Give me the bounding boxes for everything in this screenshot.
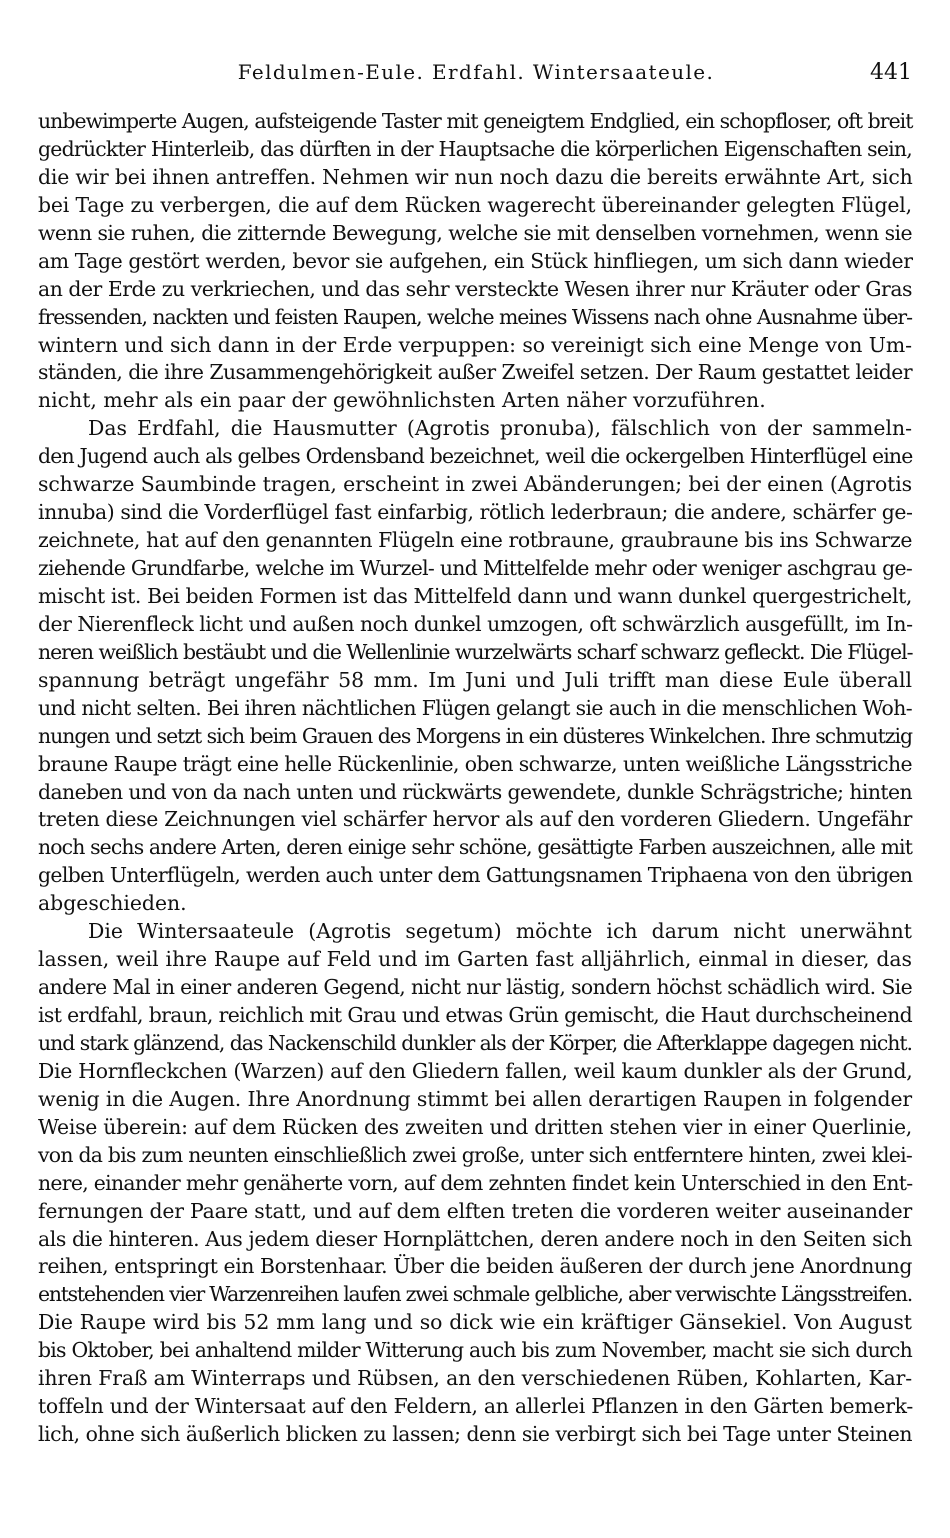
paragraph-3 xyxy=(38,918,912,1449)
text-line: bei Tage zu verbergen, die auf dem Rücken wagerecht übereinander gelegten Flügel, xyxy=(38,192,912,217)
text-line: noch sechs andere Arten, deren einige sehr schöne, gesättigte Farben auszeichnen, alle mit xyxy=(38,835,913,860)
text-line: der Nierenfleck licht und außen noch dunkel umzogen, oft schwärzlich ausgefüllt, im In- xyxy=(38,611,913,636)
text-line: treten diese Zeichnungen viel schärfer hervor als auf den vorderen Gliedern. Ungefähr xyxy=(38,807,912,832)
text-line: und stark glänzend, das Nackenschild dunkler als der Körper, die Afterklappe dagegen nicht. xyxy=(38,1030,913,1055)
text-line: ihren Fraß am Winterraps und Rübsen, an den verschiedenen Rüben, Kohlarten, Kar- xyxy=(38,1366,912,1391)
text-line: ist erdfahl, braun, reichlich mit Grau und etwas Grün gemischt, die Haut durchscheinend xyxy=(38,1003,913,1027)
text-line: innuba) sind die Vorderflügel fast einfarbig, rötlich lederbraun; die andere, schärfer ge- xyxy=(38,500,913,525)
text-line: schwarze Saumbinde tragen, erscheint in zwei Abänderungen; bei der einen (Agrotis xyxy=(38,472,913,497)
text-line: ziehende Grundfarbe, welche im Wurzel- und Mittelfelde mehr oder weniger aschgrau ge- xyxy=(38,556,913,580)
text-line: Die Wintersaateule (Agrotis segetum) möchte ich darum nicht unerwähnt xyxy=(88,919,912,944)
text-line: nere, einander mehr genäherte vorn, auf dem zehnten findet kein Unterschied in den Ent- xyxy=(38,1170,913,1195)
text-line: als die hinteren. Aus jedem dieser Hornplättchen, deren andere noch in den Seiten sich xyxy=(38,1226,913,1251)
text-line: an der Erde zu verkriechen, und das sehr versteckte Wesen ihrer nur Kräuter oder Gras xyxy=(38,276,913,301)
text-line: Die Raupe wird bis 52 mm lang und so dick wie ein kräftiger Gänsekiel. Von August xyxy=(38,1310,912,1335)
text-line: von da bis zum neunten einschließlich zwei große, unter sich entferntere hinten, zwei klei- xyxy=(38,1142,913,1167)
text-line: abgeschieden. xyxy=(38,891,187,916)
paragraph-1 xyxy=(38,108,912,415)
running-title: Feldulmen-Eule. Erdfahl. Wintersaateule. xyxy=(237,60,715,84)
text-line: wintern und sich dann in der Erde verpuppen: so vereinigt sich eine Menge von Um- xyxy=(38,332,912,357)
text-line: am Tage gestört werden, bevor sie aufgehen, ein Stück hinfliegen, um sich dann wieder xyxy=(38,248,913,273)
text-line: andere Mal in einer anderen Gegend, nicht nur lästig, sondern höchst schädlich wird. Sie xyxy=(38,975,913,1000)
text-line: die wir bei ihnen antreffen. Nehmen wir nun noch dazu die bereits erwähnte Art, sich xyxy=(38,164,913,189)
text-line: Weise überein: auf dem Rücken des zweiten und dritten stehen vier in einer Querlinie, xyxy=(38,1114,912,1139)
text-line: reihen, entspringt ein Borstenhaar. Über die beiden äußeren der durch jene Anordnung xyxy=(38,1254,912,1279)
text-line: nungen und setzt sich beim Grauen des Morgens in ein düsteres Winkelchen. Ihre schmutzig xyxy=(38,723,913,748)
text-line: fressenden, nackten und feisten Raupen, welche meines Wissens nach ohne Ausnahme über- xyxy=(38,304,913,329)
text-line: toffeln und der Wintersaat auf den Feldern, an allerlei Pflanzen in den Gärten bemerk- xyxy=(38,1394,914,1419)
paragraph-2 xyxy=(38,415,912,918)
text-line: zeichnete, hat auf den genannten Flügeln eine rotbraune, graubraune bis ins Schwarze xyxy=(38,528,912,553)
text-line: unbewimperte Augen, aufsteigende Taster mit geneigtem Endglied, ein schopfloser, oft breit xyxy=(38,109,913,133)
text-line: spannung beträgt ungefähr 58 mm. Im Juni und Juli trifft man diese Eule überall xyxy=(38,667,912,692)
text-line: Die Hornfleckchen (Warzen) auf den Gliedern fallen, weil kaum dunkler als der Grund, xyxy=(38,1058,913,1083)
text-line: gedrückter Hinterleib, das dürften in der Hauptsache die körperlichen Eigenschaften sein, xyxy=(38,136,912,161)
text-line: und nicht selten. Bei ihren nächtlichen Flügen gelangt sie auch in die menschlichen Woh- xyxy=(38,695,912,720)
page-header xyxy=(40,60,912,90)
body-text xyxy=(38,108,912,1449)
text-line: wenig in die Augen. Ihre Anordnung stimmt bei allen derartigen Raupen in folgender xyxy=(38,1086,913,1111)
text-line: ständen, die ihre Zusammengehörigkeit außer Zweifel setzen. Der Raum gestattet leider xyxy=(38,360,913,385)
text-line: nicht, mehr als ein paar der gewöhnlichsten Arten näher vorzuführen. xyxy=(38,388,766,413)
text-line: lassen, weil ihre Raupe auf Feld und im Garten fast alljährlich, einmal in dieser, das xyxy=(38,947,912,972)
text-line: gelben Unterflügeln, werden auch unter dem Gattungsnamen Triphaena von den übrigen xyxy=(38,863,913,888)
text-line: lich, ohne sich äußerlich blicken zu lassen; denn sie verbirgt sich bei Tage unter Steinen xyxy=(38,1422,912,1447)
text-line: Das Erdfahl, die Hausmutter (Agrotis pronuba), fälschlich von der sammeln- xyxy=(88,416,912,441)
text-line: neren weißlich bestäubt und die Wellenlinie wurzelwärts scharf schwarz gefleckt. Die Flügel- xyxy=(38,639,913,664)
text-line: daneben und von da nach unten und rückwärts gewendete, dunkle Schrägstriche; hinten xyxy=(38,779,912,804)
page-number: 441 xyxy=(870,60,912,85)
text-line: braune Raupe trägt eine helle Rückenlinie, oben schwarze, unten weißliche Längsstriche xyxy=(38,751,912,776)
text-line: fernungen der Paare statt, und auf dem elften treten die vorderen weiter auseinander xyxy=(38,1198,913,1223)
text-line: wenn sie ruhen, die zitternde Bewegung, welche sie mit denselben vornehmen, wenn sie xyxy=(38,220,913,245)
text-line: mischt ist. Bei beiden Formen ist das Mittelfeld dann und wann dunkel quergestrichelt, xyxy=(38,583,913,608)
text-line: entstehenden vier Warzenreihen laufen zwei schmale gelbliche, aber verwischte Längsstreifen. xyxy=(38,1282,912,1307)
text-line: bis Oktober, bei anhaltend milder Witterung auch bis zum November, macht sie sich durch xyxy=(38,1338,913,1363)
text-line: den Jugend auch als gelbes Ordensband bezeichnet, weil die ockergelben Hinterflügel eine xyxy=(38,444,913,469)
